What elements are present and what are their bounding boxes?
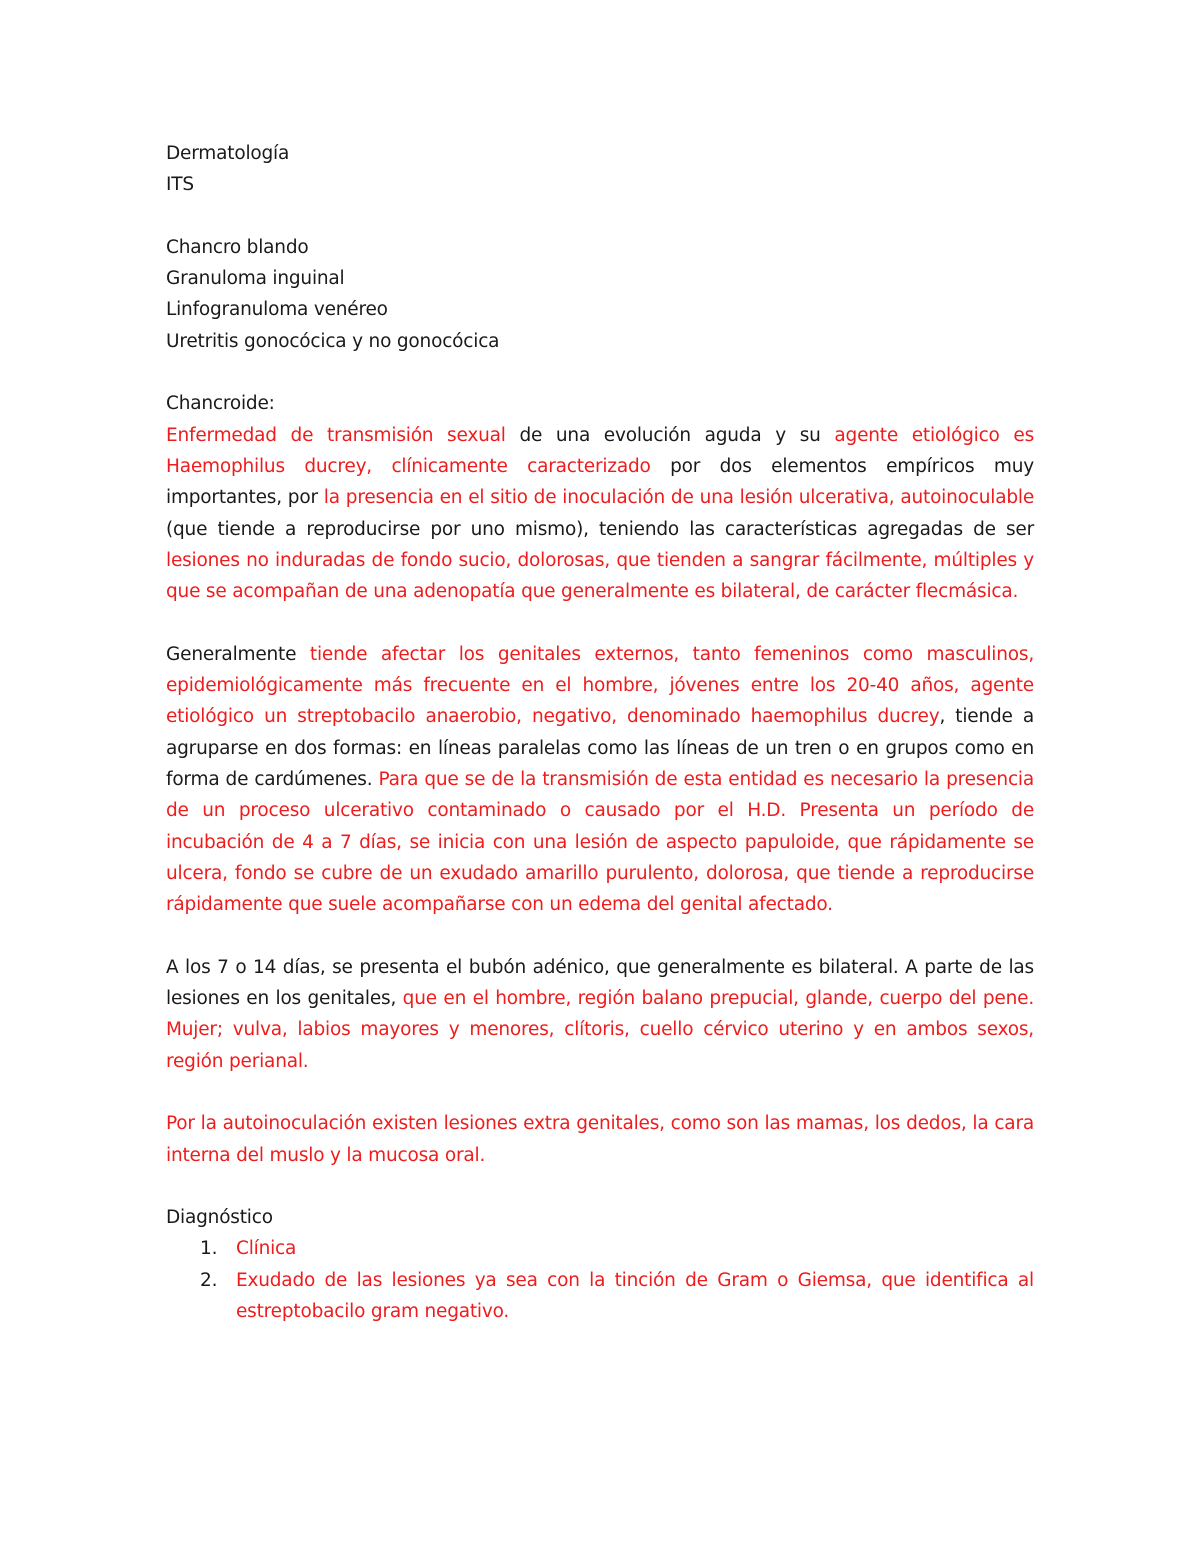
highlighted-text: lesiones no induradas de fondo sucio, dolorosas, que tienden a sangrar fácilmente, múltiples y que se acompañan de una adenopatía que generalmente es bilateral, de carácter flecmásica. bbox=[166, 549, 1034, 603]
section-heading-chancroide: Chancroide: bbox=[166, 393, 275, 415]
paragraph-autoinoculation bbox=[166, 1108, 1034, 1171]
highlighted-text: Enfermedad de transmisión sexual bbox=[166, 424, 506, 446]
section-heading-diagnostico: Diagnóstico bbox=[166, 1207, 273, 1229]
body-text: por dos elementos empíricos muy importantes, por bbox=[166, 455, 1034, 509]
topic-item: Granuloma inguinal bbox=[166, 268, 345, 290]
spacer bbox=[166, 920, 1034, 951]
list-item-number: 2. bbox=[200, 1269, 218, 1291]
list-item bbox=[166, 1265, 1034, 1328]
highlighted-text: que en el hombre, región balano prepucial, glande, cuerpo del pene. Mujer; vulva, labios mayores y menores, clítoris, cuello cérvico uterino y en ambos sexos, región perianal. bbox=[166, 988, 1035, 1072]
document-title: Dermatología bbox=[166, 143, 290, 164]
topic-item: Linfogranuloma venéreo bbox=[166, 299, 388, 321]
paragraph-epidemiology bbox=[166, 639, 1034, 921]
list-item bbox=[166, 1233, 1034, 1264]
body-text: A los 7 o 14 días, se presenta el bubón adénico, que generalmente es bilateral. A parte de las lesiones en los genitales, bbox=[166, 956, 1034, 1010]
body-text: de una evolución aguda y su bbox=[505, 424, 835, 446]
spacer bbox=[166, 201, 1034, 232]
document-page bbox=[166, 138, 1034, 1327]
spacer bbox=[166, 357, 1034, 388]
topic-item: Uretritis gonocócica y no gonocócica bbox=[166, 330, 500, 352]
list-item-number: 1. bbox=[200, 1238, 218, 1260]
spacer bbox=[166, 1077, 1034, 1108]
highlighted-text: Por la autoinoculación existen lesiones extra genitales, como son las mamas, los dedos, la cara interna del muslo y la mucosa oral. bbox=[166, 1113, 1034, 1166]
diagnosis-list bbox=[166, 1233, 1034, 1327]
spacer bbox=[166, 607, 1034, 638]
highlighted-text: tiende afectar los genitales externos, tanto femeninos como masculinos, epidemiológicamente más frecuente en el hombre, jóvenes entre los 20-40 años, agente etiológico un streptobacilo anaerobio, negativo, denominado haemophilus ducrey bbox=[166, 643, 1034, 728]
paragraph-bubon bbox=[166, 952, 1034, 1077]
highlighted-text: Para que se de la transmisión de esta entidad es necesario la presencia de un proceso ulcerativo contaminado o causado por el H.D. Presenta un período de incubación de 4 a 7 días, se inicia con una lesión de aspecto papuloide, que rápidamente se ulcera, fondo se cubre de un exudado amarillo purulento, dolorosa, que tiende a reproducirse rápidamente que suele acompañarse con un edema del genital afectado. bbox=[166, 768, 1034, 916]
paragraph-definition bbox=[166, 420, 1034, 608]
spacer bbox=[166, 1171, 1034, 1202]
list-item-text: Clínica bbox=[236, 1238, 297, 1260]
highlighted-text: la presencia en el sitio de inoculación de una lesión ulcerativa, autoinoculable bbox=[323, 487, 1035, 509]
body-text: (que tiende a reproducirse por uno mismo), teniendo las características agregadas de ser bbox=[166, 518, 1034, 540]
highlighted-text: agente etiológico es Haemophilus ducrey, clínicamente caracterizado bbox=[166, 424, 1035, 477]
document-subtitle: ITS bbox=[166, 174, 194, 196]
topic-item: Chancro blando bbox=[166, 236, 309, 258]
body-text: , tiende a agruparse en dos formas: en líneas paralelas como las líneas de un tren o en grupos como en forma de cardúmenes. bbox=[166, 706, 1034, 790]
list-item-text: Exudado de las lesiones ya sea con la tinción de Gram o Giemsa, que identifica al estreptobacilo gram negativo. bbox=[236, 1269, 1034, 1322]
body-text: Generalmente bbox=[166, 643, 310, 665]
